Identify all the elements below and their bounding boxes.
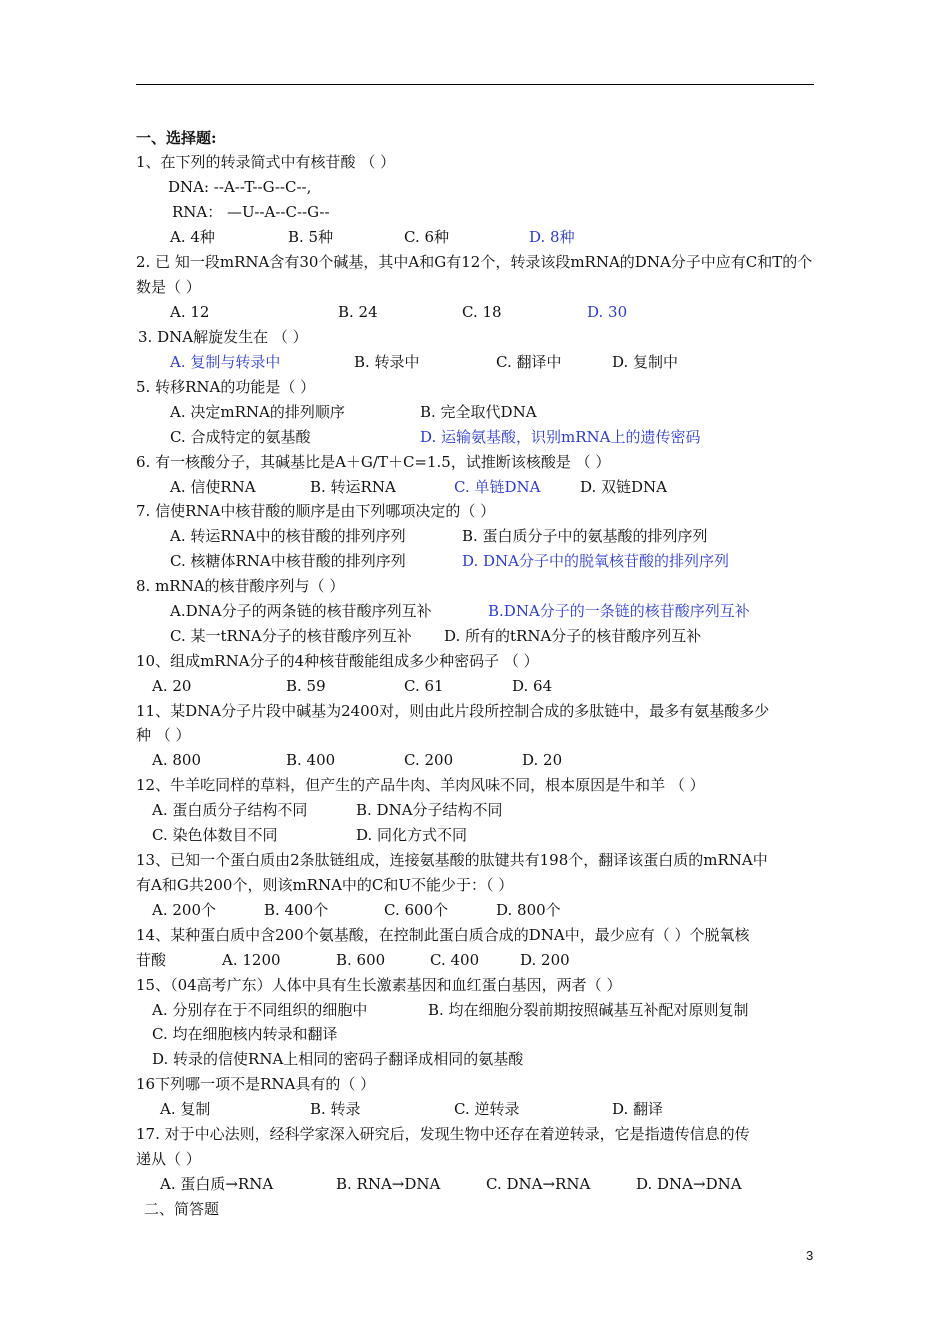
header-rule: [136, 84, 814, 85]
question-13-stem-line1: 13、已知一个蛋白质由2条肽链组成，连接氨基酸的肽键共有198个，翻译该蛋白质的mRNA中: [136, 851, 768, 869]
option-a: A. 蛋白质分子结构不同: [152, 801, 308, 819]
option-d: D. 双链DNA: [580, 478, 668, 496]
question-10-stem: 10、组成mRNA分子的4种核苷酸能组成多少种密码子 （ ）: [136, 652, 539, 670]
option-c: C. 合成特定的氨基酸: [170, 428, 311, 446]
question-15-stem: 15、（04高考广东）人体中具有生长激素基因和血红蛋白基因，两者（ ）: [136, 976, 622, 994]
option-b: B. 600: [336, 951, 386, 969]
question-15-option-d: D. 转录的信使RNA上相同的密码子翻译成相同的氨基酸: [152, 1050, 524, 1068]
option-d: D. 800个: [496, 901, 561, 919]
option-c: C. 染色体数目不同: [152, 826, 278, 844]
question-3-stem: 3. DNA解旋发生在 （ ）: [138, 328, 308, 346]
option-a: A. 12: [170, 303, 210, 321]
question-1-rna: RNA： —U--A--C--G--: [172, 203, 330, 221]
question-12-stem: 12、牛羊吃同样的草料，但产生的产品牛肉、羊肉风味不同，根本原因是牛和羊 （ ）: [136, 776, 705, 794]
option-a: A. 信使RNA: [170, 478, 256, 496]
option-d-answer: D. 8种: [529, 228, 575, 246]
option-d: D. 同化方式不同: [356, 826, 468, 844]
section-2-title: 二、简答题: [144, 1200, 220, 1218]
question-1-dna: DNA: --A--T--G--C--,: [168, 178, 312, 196]
option-c: C. 核糖体RNA中核苷酸的排列序列: [170, 552, 406, 570]
option-a: A. 分别存在于不同组织的细胞中: [152, 1001, 368, 1019]
option-a: A. 4种: [170, 228, 215, 246]
question-17-stem-line2: 递从（ ）: [136, 1150, 201, 1168]
option-a: A. 转运RNA中的核苷酸的排列序列: [170, 527, 406, 545]
option-d-answer: D. 运输氨基酸，识别mRNA上的遗传密码: [420, 428, 701, 446]
option-c: C. 某一tRNA分子的核苷酸序列互补: [170, 627, 412, 645]
option-a: A.DNA分子的两条链的核苷酸序列互补: [170, 602, 432, 620]
question-2-stem-line1: 2. 已 知一段mRNA含有30个碱基，其中A和G有12个，转录该段mRNA的DNA分子中应有C和T的个: [136, 253, 813, 271]
option-d-answer: D. 30: [587, 303, 628, 321]
option-d: D. 所有的tRNA分子的核苷酸序列互补: [444, 627, 702, 645]
option-b: B. 转运RNA: [310, 478, 396, 496]
option-d-answer: D. DNA分子中的脱氧核苷酸的排列序列: [462, 552, 730, 570]
option-b: B. 59: [286, 677, 326, 695]
page-number: 3: [806, 1248, 814, 1263]
option-a: A. 200个: [152, 901, 216, 919]
option-a-answer: A. 复制与转录中: [170, 353, 281, 371]
option-d: D. 复制中: [612, 353, 679, 371]
option-b: B. 转录: [310, 1100, 361, 1118]
option-c: C. 600个: [384, 901, 449, 919]
option-b: B. 完全取代DNA: [420, 403, 537, 421]
option-b: B. 均在细胞分裂前期按照碱基互补配对原则复制: [428, 1001, 749, 1019]
option-b: B. 24: [338, 303, 378, 321]
option-b: B. RNA→DNA: [336, 1175, 441, 1193]
option-a: A. 复制: [160, 1100, 211, 1118]
question-17-stem-line1: 17. 对于中心法则，经科学家深入研究后，发现生物中还存在着逆转录，它是指遗传信息的传: [136, 1125, 750, 1143]
option-a: A. 1200: [222, 951, 281, 969]
question-11-stem-line2: 种 （ ）: [136, 726, 191, 744]
option-d: D. 200: [520, 951, 570, 969]
option-d: D. 64: [512, 677, 553, 695]
option-c-answer: C. 单链DNA: [454, 478, 541, 496]
option-d: D. 20: [522, 751, 563, 769]
option-c: C. 6种: [404, 228, 450, 246]
question-8-stem: 8. mRNA的核苷酸序列与（ ）: [136, 577, 345, 595]
option-b: B. DNA分子结构不同: [356, 801, 503, 819]
question-14-stem-line2: 苷酸: [136, 951, 167, 969]
option-c: C. DNA→RNA: [486, 1175, 591, 1193]
option-b: B. 5种: [288, 228, 334, 246]
option-b-answer: B.DNA分子的一条链的核苷酸序列互补: [488, 602, 750, 620]
option-b: B. 蛋白质分子中的氨基酸的排列序列: [462, 527, 708, 545]
option-b: B. 400个: [264, 901, 329, 919]
question-1-stem: 1、在下列的转录简式中有核苷酸 （ ）: [136, 153, 396, 171]
question-14-stem-line1: 14、某种蛋白质中含200个氨基酸，在控制此蛋白质合成的DNA中，最少应有（ ）个脱氧核: [136, 926, 750, 944]
option-c: C. 400: [430, 951, 480, 969]
option-d: D. DNA→DNA: [636, 1175, 742, 1193]
option-c: C. 61: [404, 677, 444, 695]
question-2-stem-line2: 数是（ ）: [136, 278, 201, 296]
option-a: A. 20: [152, 677, 192, 695]
option-a: A. 蛋白质→RNA: [160, 1175, 274, 1193]
option-d: D. 翻译: [612, 1100, 664, 1118]
question-5-stem: 5. 转移RNA的功能是（ ）: [136, 378, 316, 396]
option-c: C. 翻译中: [496, 353, 562, 371]
question-7-stem: 7. 信使RNA中核苷酸的顺序是由下列哪项决定的（ ）: [136, 502, 496, 520]
question-6-stem: 6. 有一核酸分子，其碱基比是A＋G/T＋C=1.5，试推断该核酸是 （ ）: [136, 453, 611, 471]
section-1-title: 一、选择题:: [136, 129, 217, 147]
option-a: A. 800: [152, 751, 201, 769]
option-c: C. 逆转录: [454, 1100, 520, 1118]
option-c: C. 200: [404, 751, 454, 769]
question-16-stem: 16下列哪一项不是RNA具有的（ ）: [136, 1075, 376, 1093]
option-c: C. 18: [462, 303, 502, 321]
option-b: B. 400: [286, 751, 336, 769]
option-a: A. 决定mRNA的排列顺序: [170, 403, 345, 421]
question-15-option-c: C. 均在细胞核内转录和翻译: [152, 1025, 338, 1043]
question-11-stem-line1: 11、某DNA分子片段中碱基为2400对，则由此片段所控制合成的多肽链中，最多有氨基酸多少: [136, 702, 770, 720]
question-13-stem-line2: 有A和G共200个，则该mRNA中的C和U不能少于：（ ）: [136, 876, 514, 894]
option-b: B. 转录中: [354, 353, 420, 371]
